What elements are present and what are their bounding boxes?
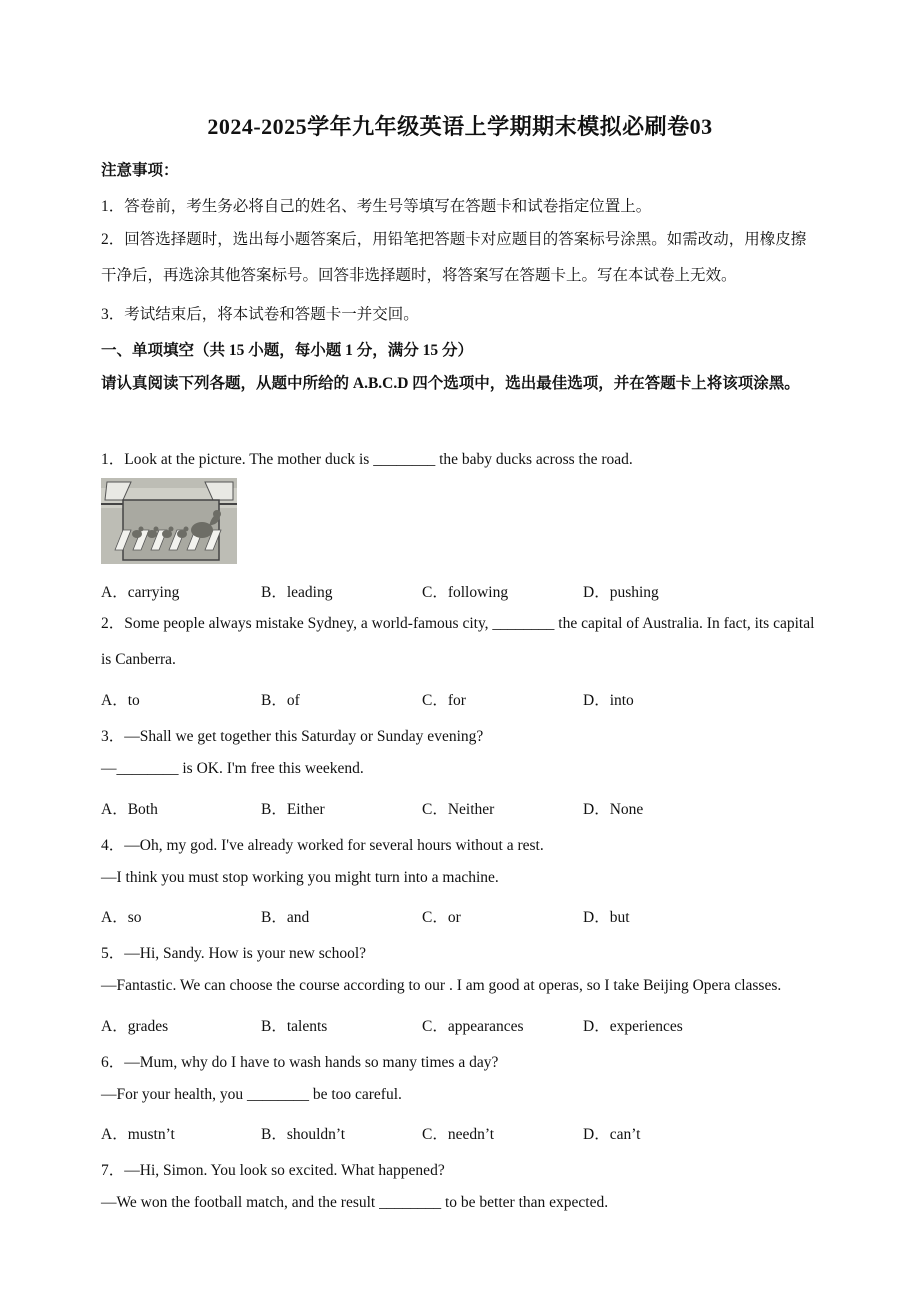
- question-4-option-d[interactable]: D．but: [583, 909, 630, 926]
- question-1-option-b[interactable]: B．leading: [261, 584, 333, 601]
- question-5-options: [101, 1014, 821, 1036]
- question-2-stem: 2．Some people always mistake Sydney, a world-famous city, ________ the capital of Australia. In fact, its capital is Canberra.: [101, 615, 815, 668]
- question-1-option-c[interactable]: C．following: [422, 584, 509, 601]
- question-2-option-d[interactable]: D．into: [583, 692, 634, 709]
- question-4-option-a[interactable]: A．so: [101, 909, 142, 926]
- question-2-option-a[interactable]: A．to: [101, 692, 140, 709]
- question-6-options: [101, 1122, 821, 1144]
- question-1-options: [101, 580, 821, 602]
- question-3-stem: 3．—Shall we get together this Saturday or Sunday evening?: [101, 728, 484, 745]
- question-5-option-d[interactable]: D．experiences: [583, 1018, 683, 1035]
- page-title: 2024-2025学年九年级英语上学期期末模拟必刷卷03: [207, 114, 713, 139]
- question-7-stem: 7．—Hi, Simon. You look so excited. What happened?: [101, 1162, 445, 1179]
- section-instruction: 请认真阅读下列各题，从题中所给的 A.B.C.D 四个选项中，选出最佳选项，并在答题卡上将该项涂黑。: [101, 375, 800, 392]
- question-4-option-b[interactable]: B．and: [261, 909, 310, 926]
- question-3-reply: —________ is OK. I'm free this weekend.: [101, 760, 364, 777]
- question-2-option-b[interactable]: B．of: [261, 692, 300, 709]
- question-1-option-d[interactable]: D．pushing: [583, 584, 659, 601]
- question-2-options: [101, 688, 821, 710]
- question-5-option-b[interactable]: B．talents: [261, 1018, 328, 1035]
- ducks-crossing-road-picture: [101, 478, 237, 564]
- question-6-option-d[interactable]: D．can’t: [583, 1126, 641, 1143]
- question-6-option-c[interactable]: C．needn’t: [422, 1126, 495, 1143]
- question-6-option-a[interactable]: A．mustn’t: [101, 1126, 175, 1143]
- question-3-option-c[interactable]: C．Neither: [422, 801, 495, 818]
- question-4-options: [101, 905, 821, 927]
- notice-item-3: 3．考试结束后，将本试卷和答题卡一并交回。: [101, 306, 419, 323]
- notice-heading: 注意事项：: [101, 162, 179, 179]
- question-6-stem: 6．—Mum, why do I have to wash hands so many times a day?: [101, 1054, 499, 1071]
- question-3-option-a[interactable]: A．Both: [101, 801, 158, 818]
- question-3-option-b[interactable]: B．Either: [261, 801, 325, 818]
- question-5-option-c[interactable]: C．appearances: [422, 1018, 524, 1035]
- question-4-option-c[interactable]: C．or: [422, 909, 461, 926]
- question-1-stem: 1．Look at the picture. The mother duck is ________ the baby ducks across the road.: [101, 451, 633, 468]
- question-5-reply: —Fantastic. We can choose the course according to our . I am good at operas, so I take Beijing Opera classes.: [101, 977, 782, 994]
- question-7-reply: —We won the football match, and the result ________ to be better than expected.: [101, 1194, 609, 1211]
- notice-item-2: 2．回答选择题时，选出每小题答案后，用铅笔把答题卡对应题目的答案标号涂黑。如需改动，用橡皮擦干净后，再选涂其他答案标号。回答非选择题时，将答案写在答题卡上。写在本试卷上无效。: [101, 231, 807, 284]
- question-3-options: [101, 797, 821, 819]
- question-6-option-b[interactable]: B．shouldn’t: [261, 1126, 346, 1143]
- question-5-stem: 5．—Hi, Sandy. How is your new school?: [101, 945, 367, 962]
- question-3-option-d[interactable]: D．None: [583, 801, 644, 818]
- question-5-option-a[interactable]: A．grades: [101, 1018, 169, 1035]
- question-1-option-a[interactable]: A．carrying: [101, 584, 180, 601]
- question-4-stem: 4．—Oh, my god. I've already worked for several hours without a rest.: [101, 837, 544, 854]
- notice-item-1: 1．答卷前，考生务必将自己的姓名、考生号等填写在答题卡和试卷指定位置上。: [101, 198, 652, 215]
- section-heading: 一、单项填空（共 15 小题，每小题 1 分，满分 15 分）: [101, 342, 474, 359]
- question-6-reply: —For your health, you ________ be too careful.: [101, 1086, 402, 1103]
- question-2-option-c[interactable]: C．for: [422, 692, 466, 709]
- question-4-reply: —I think you must stop working you might turn into a machine.: [101, 869, 499, 886]
